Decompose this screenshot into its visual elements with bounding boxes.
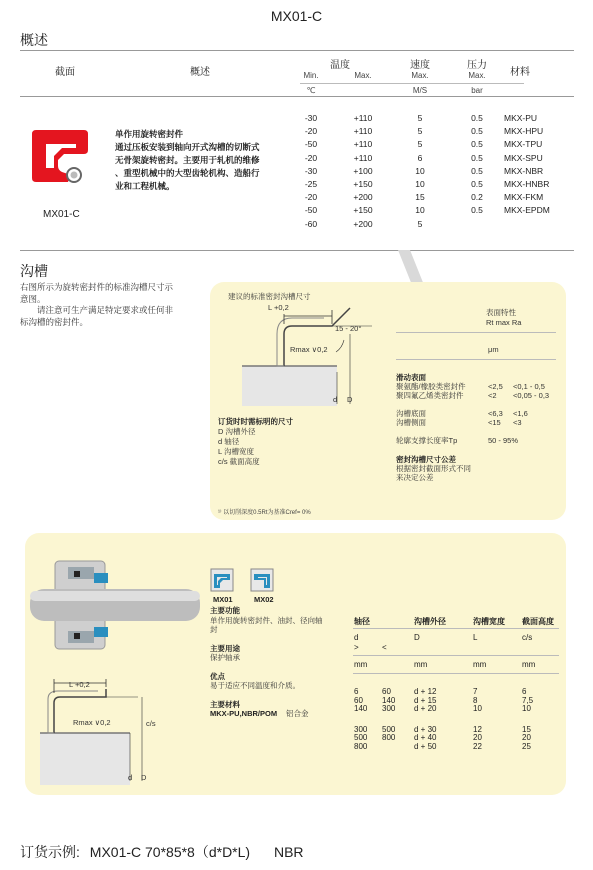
groove-side-label: 沟槽侧面	[396, 418, 426, 427]
order-item: D 沟槽外径	[218, 427, 256, 436]
spec-cell-pressure: 0.5	[471, 113, 483, 123]
sliding-label-2: 聚四氟乙烯类密封件	[396, 391, 464, 400]
divider	[20, 50, 574, 51]
spec-cell-material: MKX-SPU	[504, 152, 543, 163]
groove-drawing-2	[40, 673, 180, 788]
dim-cell: d + 20	[414, 704, 437, 713]
spec-cell-material: MKX-HNBR	[504, 179, 550, 189]
groove-heading: 沟槽	[20, 263, 48, 279]
spec-cell-pressure: 0.5	[471, 179, 483, 189]
function-head: 主要功能	[210, 606, 240, 615]
d-label: d	[128, 773, 133, 782]
overview-description	[115, 129, 295, 194]
D-label: D	[347, 395, 353, 404]
spec-cell-speed: 15	[415, 192, 425, 203]
spec-cell-min: -50	[304, 205, 318, 216]
order-heading: 订货时时需标明的尺寸	[218, 417, 293, 426]
col-material: 材料	[510, 67, 530, 78]
unit-mm: mm	[522, 660, 536, 669]
spec-cell-speed: 10	[415, 179, 425, 189]
table-header-groove-od: 沟槽外径	[414, 617, 446, 626]
spec-cell-min: -20	[304, 126, 318, 137]
divider	[20, 96, 574, 97]
col-temperature: 温度	[330, 60, 350, 71]
use-head: 主要用途	[210, 644, 240, 653]
dim-cell: 10	[522, 704, 531, 713]
material-extra: 铝合金	[286, 709, 309, 718]
order-items	[218, 427, 260, 467]
spec-cell-material: MKX-FKM	[504, 192, 544, 203]
d-label: d	[333, 395, 338, 404]
spec-cell-max: +110	[353, 113, 373, 123]
angle-label: 15 - 20°	[335, 324, 362, 333]
order-example-material: NBR	[273, 844, 304, 860]
use-text: 保护轴承	[210, 653, 240, 662]
unit-temp: ℃	[306, 86, 316, 95]
advantage-text: 易于适应不同温度和介质。	[210, 681, 300, 690]
dim-cell: 140	[354, 704, 368, 713]
divider	[20, 250, 574, 251]
dim-cell: 8	[473, 695, 478, 705]
spec-cell-pressure: 0.2	[471, 192, 483, 203]
spec-cell-min: -20	[304, 192, 318, 203]
rmax-label: Rmax ∨0,2	[290, 345, 328, 354]
col-min: Min.	[303, 71, 319, 80]
order-item: d 轴径	[218, 437, 240, 446]
section-label: MX01-C	[43, 209, 80, 220]
dim-cell: d + 30	[414, 724, 437, 734]
dim-cell: 6	[522, 687, 527, 696]
table-header-shaft: 轴径	[354, 617, 370, 626]
desc-line: 、重型机械中的大型齿轮机构、造船行	[115, 169, 260, 179]
col-overview: 概述	[190, 67, 210, 78]
dim-cell: 15	[522, 724, 531, 734]
dim-cell: d + 15	[414, 695, 437, 705]
dim-cell: 800	[382, 733, 396, 742]
dim-cell: 60	[382, 687, 391, 696]
panel-caption: 建议的标准密封沟槽尺寸	[228, 292, 311, 301]
mx02-icon	[250, 568, 274, 592]
dim-cell: 500	[382, 724, 396, 734]
dim-cell: 20	[522, 733, 531, 742]
spec-cell-speed: 5	[417, 113, 423, 123]
tolerance-line: 来决定公差	[396, 473, 434, 482]
bearing-value: 50 - 95%	[488, 436, 519, 445]
seal-profile-icon	[30, 126, 90, 186]
sliding-rt-2: <2	[488, 391, 497, 400]
groove-drawing	[232, 304, 402, 414]
tolerance-head: 密封沟槽尺寸公差	[396, 455, 456, 464]
dim-cell: 140	[382, 695, 396, 705]
spec-cell-min: -60	[304, 218, 318, 229]
dim-l: L +0,2	[69, 680, 90, 689]
dim-cell: 7	[473, 687, 478, 696]
divider	[300, 83, 524, 84]
spec-cell-speed: 10	[415, 205, 425, 216]
variant-mx01: MX01	[213, 595, 233, 604]
groove-panel	[210, 282, 566, 520]
surface-cols: Rt max Ra	[486, 318, 522, 327]
intro-line: 标沟槽的密封件。	[20, 316, 89, 327]
watermark-stroke	[396, 250, 426, 285]
dim-cell: d + 50	[414, 741, 437, 751]
dim-cell: 300	[354, 724, 368, 734]
dim-cell: 20	[473, 733, 482, 742]
overview-heading: 概述	[20, 32, 48, 48]
spec-cell-material: MKX-PU	[504, 113, 538, 123]
groove-side-rt: <15	[488, 418, 501, 427]
variant-mx02: MX02	[254, 595, 274, 604]
divider	[396, 332, 556, 333]
symbol-D: D	[414, 633, 420, 642]
sliding-rt-1: <2,5	[488, 382, 503, 391]
function-line: 单作用旋转密封件、油封、径向轴	[210, 616, 323, 625]
dim-cell: 7,5	[522, 695, 534, 705]
table-header-groove-width: 沟槽宽度	[473, 617, 505, 626]
tolerance-line: 根据密封截面形式不同	[396, 464, 471, 473]
col-max: Max.	[354, 71, 372, 80]
spec-cell-pressure: 0.5	[471, 152, 483, 163]
spec-cell-min: -20	[304, 152, 318, 163]
order-item: L 沟槽宽度	[218, 447, 254, 456]
dim-l: L +0,2	[268, 303, 289, 312]
col-speed: 速度	[410, 60, 430, 71]
dim-cell: 6	[354, 687, 359, 696]
dim-cell: 300	[382, 704, 396, 713]
unit-mm: mm	[354, 660, 368, 669]
dim-cell: 60	[354, 695, 363, 705]
spec-cell-material: MKX-TPU	[504, 139, 543, 150]
unit-speed: M/S	[412, 86, 428, 95]
groove-bottom-ra: <1,6	[513, 409, 528, 418]
order-item: c/s 截面高度	[218, 457, 260, 466]
spec-cell-max: +150	[353, 205, 373, 216]
order-example-code: MX01-C 70*85*8（d*D*L)	[89, 844, 251, 860]
symbol-cs: c/s	[522, 633, 533, 642]
divider	[353, 655, 559, 656]
surface-head: 表面特性	[486, 308, 516, 317]
spec-cell-speed: 5	[417, 139, 423, 150]
dim-cell: 800	[354, 741, 368, 751]
symbol-L: L	[473, 633, 478, 642]
dim-cell: 12	[473, 724, 482, 734]
intro-line: 请注意可生产满足特定要求或任何非	[20, 305, 174, 315]
dim-cell: d + 40	[414, 733, 437, 742]
D-label: D	[141, 773, 147, 782]
spec-cell-speed: 5	[417, 218, 423, 229]
spec-cell-speed: 5	[417, 126, 423, 137]
col-speed-max: Max.	[411, 71, 429, 80]
spec-cell-pressure: 0.5	[471, 126, 483, 137]
bearing-label: 轮廓支撑长度率Tp	[396, 436, 458, 445]
groove-intro	[20, 282, 210, 328]
spec-cell-speed: 6	[417, 152, 423, 163]
intro-line: 右图所示为旋转密封件的标准沟槽尺寸示	[20, 282, 174, 292]
material-text: MKX-PU,NBR/POM	[210, 709, 278, 718]
mx01-icon	[210, 568, 234, 592]
material-head: 主要材料	[210, 700, 240, 709]
spec-cell-min: -50	[304, 139, 318, 150]
function-line: 封	[210, 625, 218, 634]
groove-bottom-label: 沟槽底面	[396, 409, 426, 418]
order-example	[20, 842, 304, 862]
unit-mm: mm	[473, 660, 487, 669]
sliding-ra-2: <0,05 - 0,3	[513, 391, 550, 400]
divider	[396, 359, 556, 360]
dim-cell: 10	[473, 704, 482, 713]
page-title: MX01-C	[270, 8, 323, 24]
spec-cell-speed: 10	[415, 165, 425, 176]
spec-cell-max: +150	[353, 179, 373, 189]
sliding-ra-1: <0,1 - 0,5	[513, 382, 545, 391]
spec-cell-material: MKX-EPDM	[504, 205, 550, 216]
footnote: ¹⁾ 以切削深度0.5Rt为基准Cref= 0%	[218, 510, 311, 516]
col-section: 截面	[55, 67, 75, 78]
groove-bottom-rt: <6,3	[488, 409, 503, 418]
product-panel	[25, 533, 566, 795]
spec-cell-material: MKX-HPU	[504, 126, 544, 137]
col-pressure: 压力	[467, 60, 487, 71]
spec-cell-min: -30	[304, 165, 318, 176]
dim-cell: 22	[473, 741, 482, 751]
spec-cell-pressure: 0.5	[471, 139, 483, 150]
dim-cell: d + 12	[414, 687, 437, 696]
table-header-section: 截面高度	[522, 617, 554, 626]
intro-line: 意图。	[20, 293, 46, 304]
unit-mm: mm	[414, 660, 428, 669]
desc-line: 单作用旋转密封件	[115, 130, 184, 140]
unit-um: μm	[488, 345, 499, 354]
groove-side-ra: <3	[513, 418, 522, 427]
cs-label: c/s	[146, 719, 156, 728]
spec-cell-material: MKX-NBR	[504, 165, 544, 176]
spec-cell-max: +110	[353, 139, 373, 150]
spec-cell-min: -25	[304, 179, 318, 189]
sliding-head: 滑动表面	[396, 373, 426, 382]
spec-cell-pressure: 0.5	[471, 205, 483, 216]
divider	[353, 673, 559, 674]
dim-cell: 500	[354, 733, 368, 742]
spec-cell-max: +200	[353, 192, 373, 203]
symbol-d: d	[354, 633, 359, 642]
divider	[353, 628, 559, 629]
spec-cell-min: -30	[304, 113, 318, 123]
col-pressure-max: Max.	[468, 71, 486, 80]
sliding-label-1: 聚氨酯/橡胶类密封件	[396, 382, 466, 391]
advantage-head: 优点	[210, 672, 225, 681]
unit-pressure: bar	[471, 86, 483, 95]
shaft-housing-illustration	[30, 555, 205, 655]
spec-cell-max: +200	[353, 218, 373, 229]
range-lt: <	[382, 643, 387, 652]
range-gt: >	[354, 643, 359, 652]
spec-cell-max: +110	[353, 126, 373, 137]
rmax-label: Rmax ∨0,2	[73, 718, 111, 727]
spec-cell-max: +110	[353, 152, 373, 163]
desc-line: 通过压板安装到轴向开式沟槽的切断式	[115, 143, 260, 153]
desc-line: 业和工程机械。	[115, 182, 175, 192]
spec-cell-max: +100	[353, 165, 373, 176]
order-example-label: 订货示例:	[20, 844, 80, 860]
spec-cell-pressure: 0.5	[471, 165, 483, 176]
dim-cell: 25	[522, 741, 531, 751]
desc-line: 无骨架旋转密封。主要用于轧机的维修	[115, 156, 260, 166]
